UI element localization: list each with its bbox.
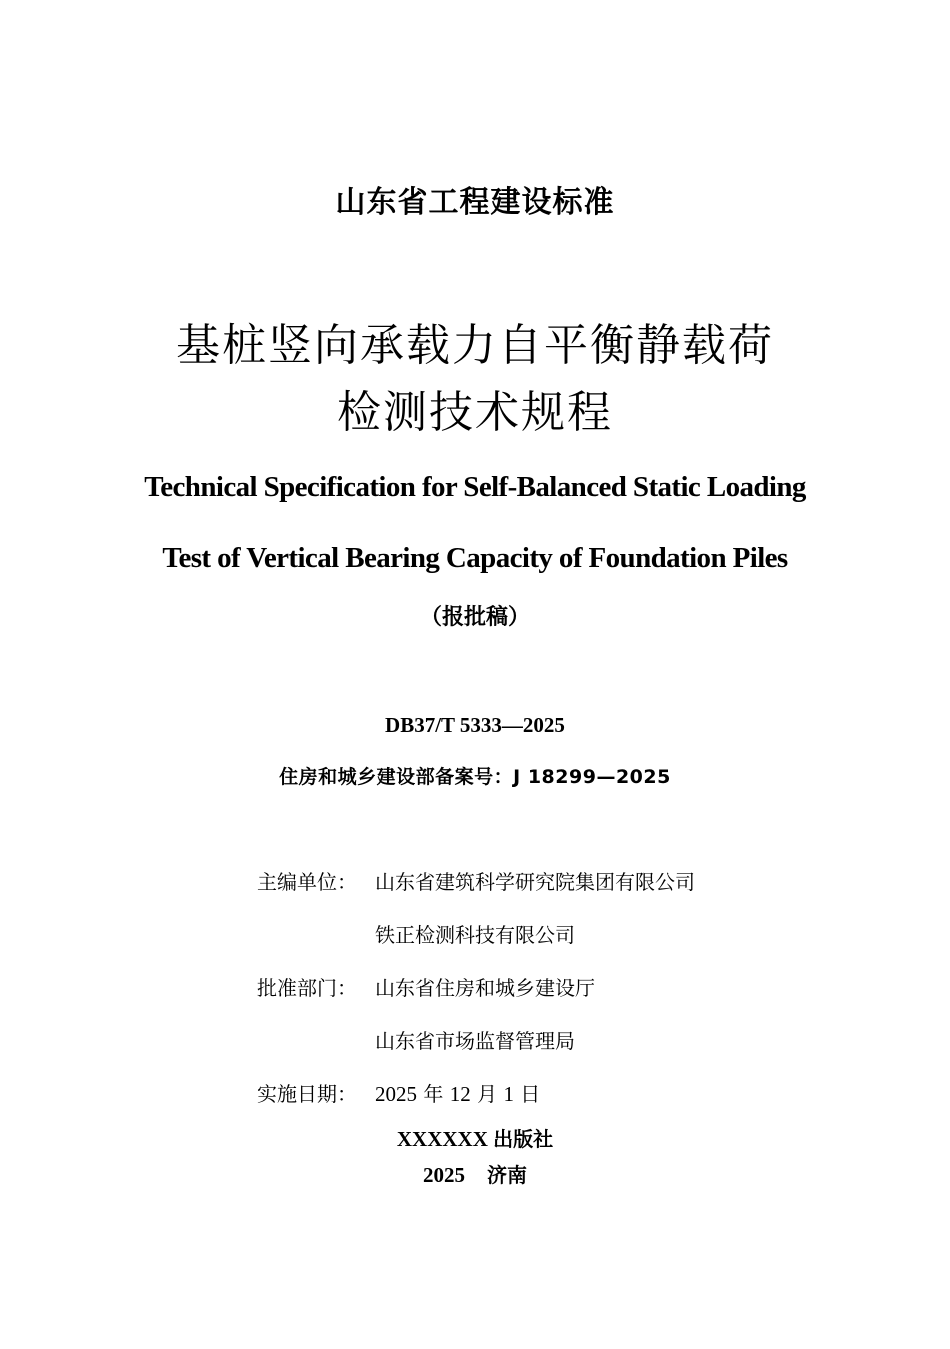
date-year: 2025 <box>375 1082 417 1106</box>
date-day: 1 <box>503 1082 514 1106</box>
title-zh-line2: 检测技术规程 <box>337 387 613 438</box>
effective-date <box>375 1080 540 1108</box>
date-day-unit: 日 <box>520 1082 541 1106</box>
title-zh-line1: 基桩竖向承载力自平衡静载荷 <box>176 320 774 371</box>
effective-date-label: 实施日期： <box>257 1082 357 1106</box>
editor-org-2: 铁正检测科技有限公司 <box>375 923 575 947</box>
title-en-line2: Test of Vertical Bearing Capacity of Foundation Piles <box>162 542 788 574</box>
publish-year: 2025 <box>423 1163 465 1187</box>
draft-note: （报批稿） <box>419 605 530 630</box>
date-year-unit: 年 <box>423 1082 444 1106</box>
publisher-prefix: XXXXXX <box>396 1127 488 1151</box>
publish-year-city <box>0 1161 950 1189</box>
publisher-name <box>0 1125 950 1153</box>
title-en-line1: Technical Specification for Self-Balanced Static Loading <box>144 471 806 503</box>
approver-org-2: 山东省市场监督管理局 <box>375 1029 575 1053</box>
series-title: 山东省工程建设标准 <box>335 185 615 220</box>
record-number: 住房和城乡建设部备案号：J 18299—2025 <box>279 766 671 788</box>
approver-org-1: 山东省住房和城乡建设厅 <box>375 976 595 1000</box>
publisher-suffix: 出版社 <box>493 1127 554 1151</box>
publish-city: 济南 <box>487 1163 527 1187</box>
date-month: 12 <box>449 1082 471 1106</box>
standard-number: DB37/T 5333—2025 <box>385 713 565 737</box>
approver-label: 批准部门： <box>257 976 357 1000</box>
editor-org-1: 山东省建筑科学研究院集团有限公司 <box>375 870 695 894</box>
editor-label: 主编单位： <box>257 870 357 894</box>
date-month-unit: 月 <box>477 1082 498 1106</box>
